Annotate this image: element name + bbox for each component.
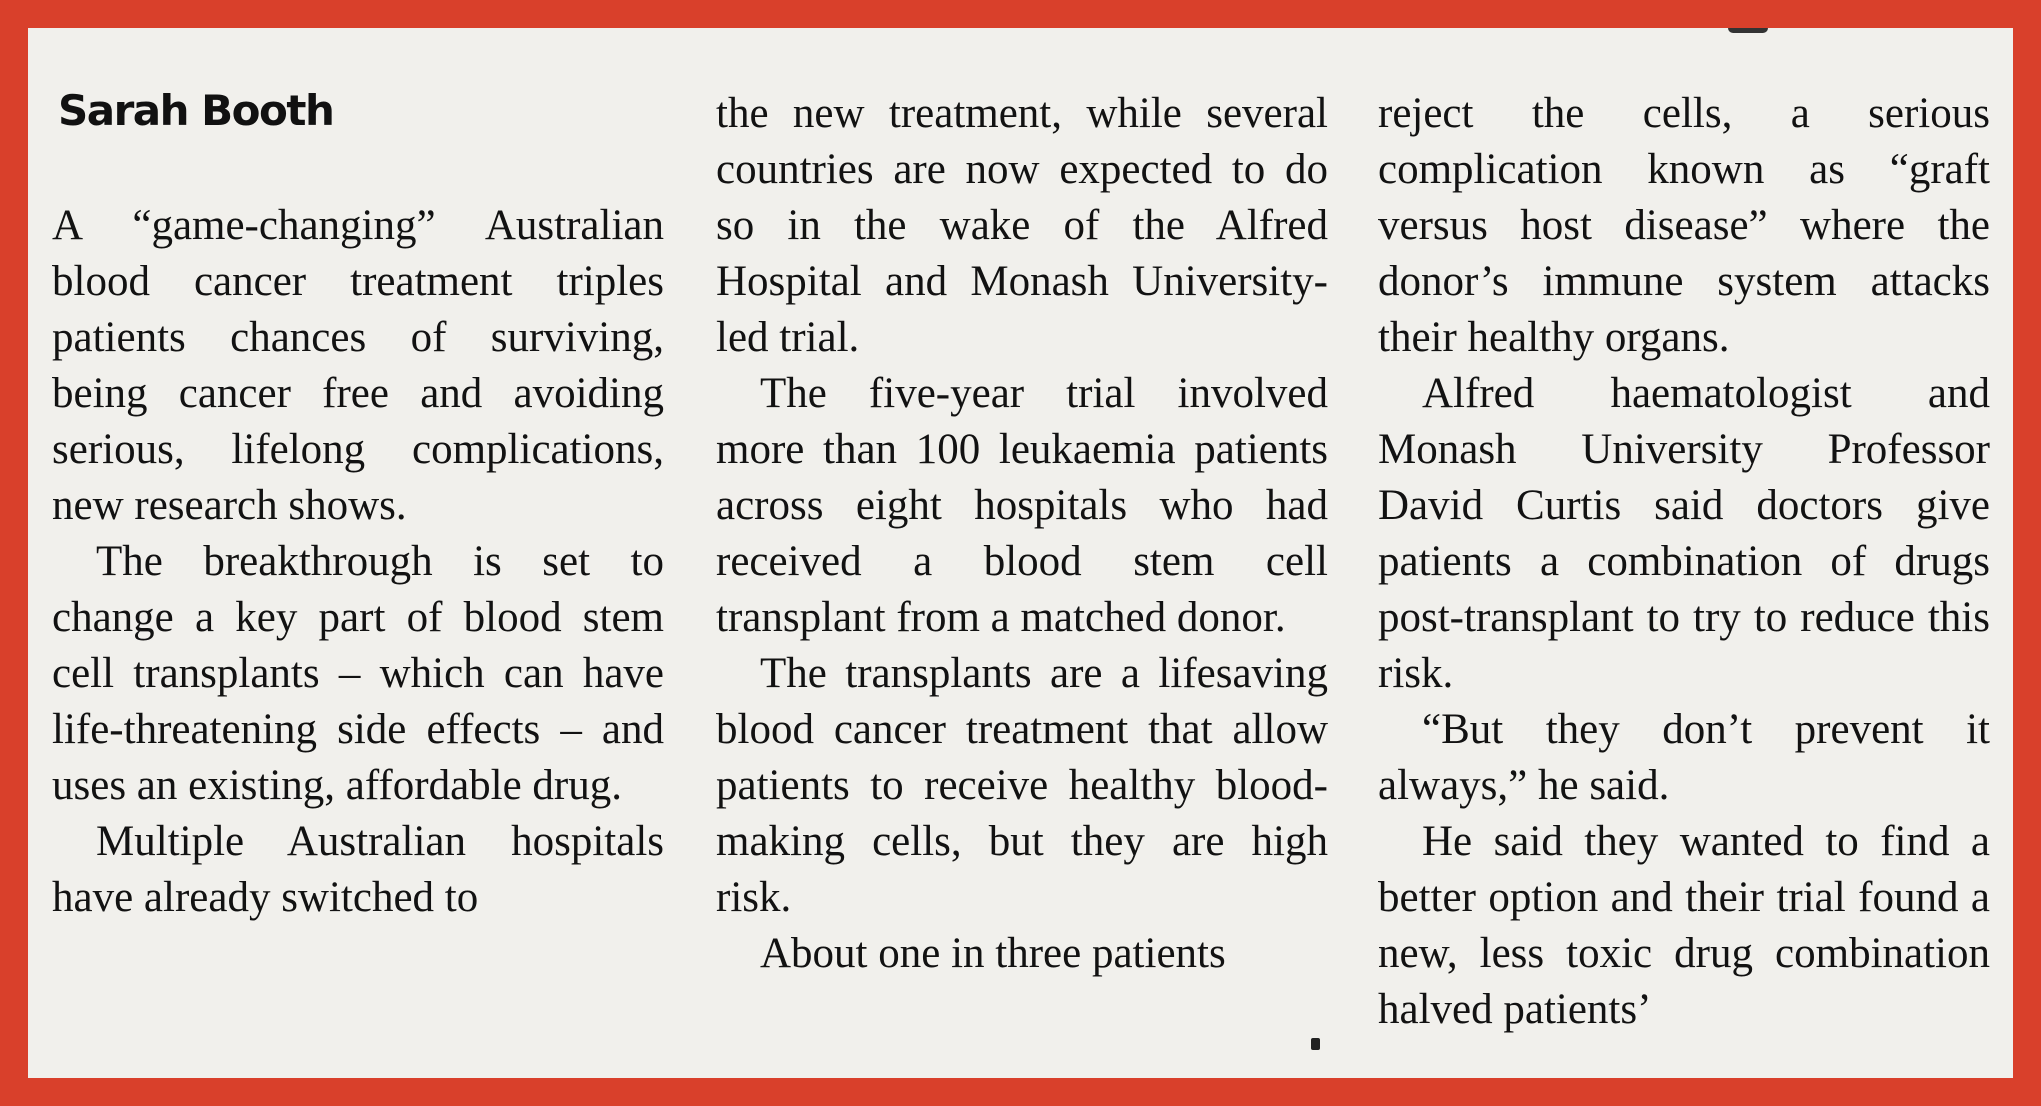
paragraph: Multiple Australian hospitals have already switched to — [52, 818, 664, 921]
paragraph: The breakthrough is set to change a key part of blood stem cell transplants – which can have life-threatening side effects – and uses an existing, affordable drug. — [52, 538, 664, 809]
article-column-1 — [52, 198, 664, 926]
paragraph: The transplants are a lifesaving blood cancer treatment that allow patients to receive healthy blood-making cells, but they are high risk. — [716, 650, 1328, 921]
article-column-2 — [716, 86, 1328, 982]
newspaper-clipping — [28, 28, 2013, 1078]
paragraph: Alfred haematologist and Monash University Professor David Curtis said doctors give patients a combination of drugs post-transplant to try to reduce this risk. — [1378, 370, 1990, 697]
paragraph: He said they wanted to find a better option and their trial found a new, less toxic drug combination halved patients’ — [1378, 818, 1990, 1033]
paragraph: the new treatment, while several countries are now expected to do so in the wake of the Alfred Hospital and Monash University-led trial. — [716, 90, 1328, 361]
paragraph: A “game-changing” Australian blood cancer treatment triples patients chances of surviving, being cancer free and avoiding serious, lifelong complications, new research shows. — [52, 202, 664, 529]
ink-smudge — [1728, 28, 1768, 33]
paragraph: About one in three patients — [760, 930, 1226, 977]
paragraph: “But they don’t prevent it always,” he said. — [1378, 706, 1990, 809]
ink-speck — [1311, 1038, 1320, 1050]
article-column-3 — [1378, 86, 1990, 1038]
paragraph: reject the cells, a serious complication known as “graft versus host disease” where the donor’s immune system attacks their healthy organs. — [1378, 90, 1990, 361]
byline: Sarah Booth — [58, 86, 334, 135]
paragraph: The five-year trial involved more than 100 leukaemia patients across eight hospitals who had received a blood stem cell transplant from a matched donor. — [716, 370, 1328, 641]
